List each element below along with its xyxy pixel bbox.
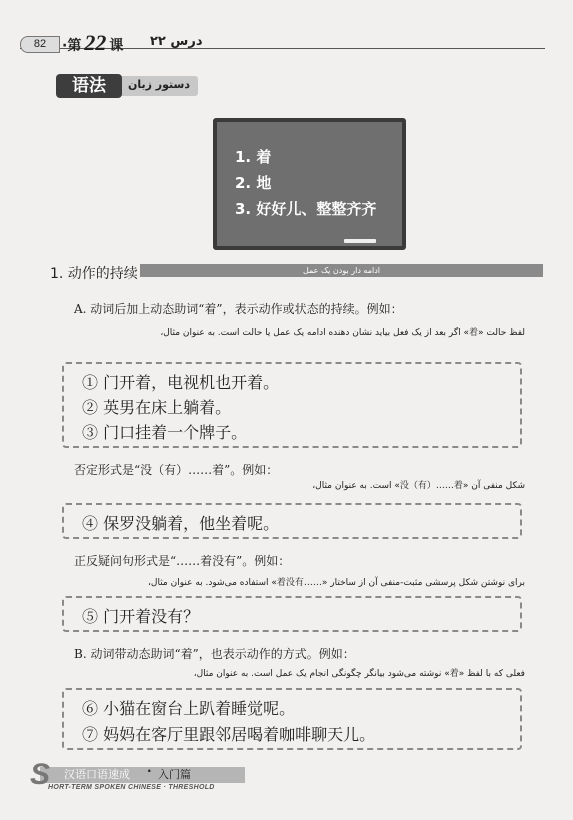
rule-a-text-fa: لفظ حالت «着» اگر بعد از یک فعل بیاید نشان دهنده ادامه یک عمل یا حالت است. به عنوان مثال، <box>160 328 525 338</box>
series-logo: S <box>30 758 51 791</box>
example-box <box>62 596 522 632</box>
lesson-heading-fa: درس ۲۲ <box>150 34 203 49</box>
footer-dot: · <box>147 764 152 778</box>
example-sentence: ⑥ 小猫在窗台上趴着睡觉呢。 <box>82 699 296 718</box>
rule-b-text-fa: فعلی که با لفظ «着» نوشته می‌شود بیانگر چگونگی انجام یک عمل است. به عنوان مثال، <box>193 669 525 679</box>
negative-form-text: 否定形式是“没（有）……着”。例如： <box>74 463 279 477</box>
board-item: 1. 着 <box>235 148 272 166</box>
question-form-text-fa: برای نوشتن شکل پرسشی مثبت-منفی آن از ساختار «……着没有» استفاده می‌شود. به عنوان مثال، <box>148 578 525 588</box>
lesson-prefix: ·第 <box>62 38 82 54</box>
rule-b-text: B. 动词带动态助词“着”，也表示动作的方式。例如： <box>74 647 355 661</box>
board-item: 2. 地 <box>235 174 272 192</box>
lesson-number: 22 <box>84 30 107 55</box>
section-title-fa: ادامه دار بودن یک عمل <box>140 264 543 277</box>
grammar-label: 语法 <box>56 74 122 98</box>
example-box <box>62 503 522 539</box>
example-sentence: ① 门开着，电视机也开着。 <box>82 373 280 392</box>
example-box <box>62 688 522 750</box>
series-level: 入门篇 <box>158 768 191 781</box>
board-item: 3. 好好儿、整整齐齐 <box>235 200 377 218</box>
example-sentence: ④ 保罗没躺着，他坐着呢。 <box>82 514 280 533</box>
rule-a-text: A. 动词后加上动态助词“着”，表示动作或状态的持续。例如： <box>74 302 403 316</box>
lesson-suffix: 课 <box>109 38 124 54</box>
example-sentence: ⑦ 妈妈在客厅里跟邻居喝着咖啡聊天儿。 <box>82 725 376 744</box>
grammar-tab <box>56 76 198 96</box>
grammar-label-fa: دستور زبان <box>128 78 190 91</box>
page-number: 82 <box>20 36 60 53</box>
series-title-en: HORT-TERM SPOKEN CHINESE · THRESHOLD <box>48 784 215 791</box>
example-sentence: ⑤ 门开着没有？ <box>82 607 200 626</box>
series-title: 汉语口语速成 <box>64 768 130 781</box>
example-box <box>62 362 522 448</box>
blackboard <box>213 118 406 250</box>
question-form-text: 正反疑问句形式是“……着没有”。例如： <box>74 554 291 568</box>
example-sentence: ② 英男在床上躺着。 <box>82 398 232 417</box>
example-sentence: ③ 门口挂着一个牌子。 <box>82 423 248 442</box>
chalk <box>344 239 376 243</box>
section-title: 1. 动作的持续 <box>50 266 138 282</box>
lesson-heading <box>62 30 123 56</box>
negative-form-text-fa: شکل منفی آن «没（有）……着» است. به عنوان مثال، <box>312 481 525 491</box>
